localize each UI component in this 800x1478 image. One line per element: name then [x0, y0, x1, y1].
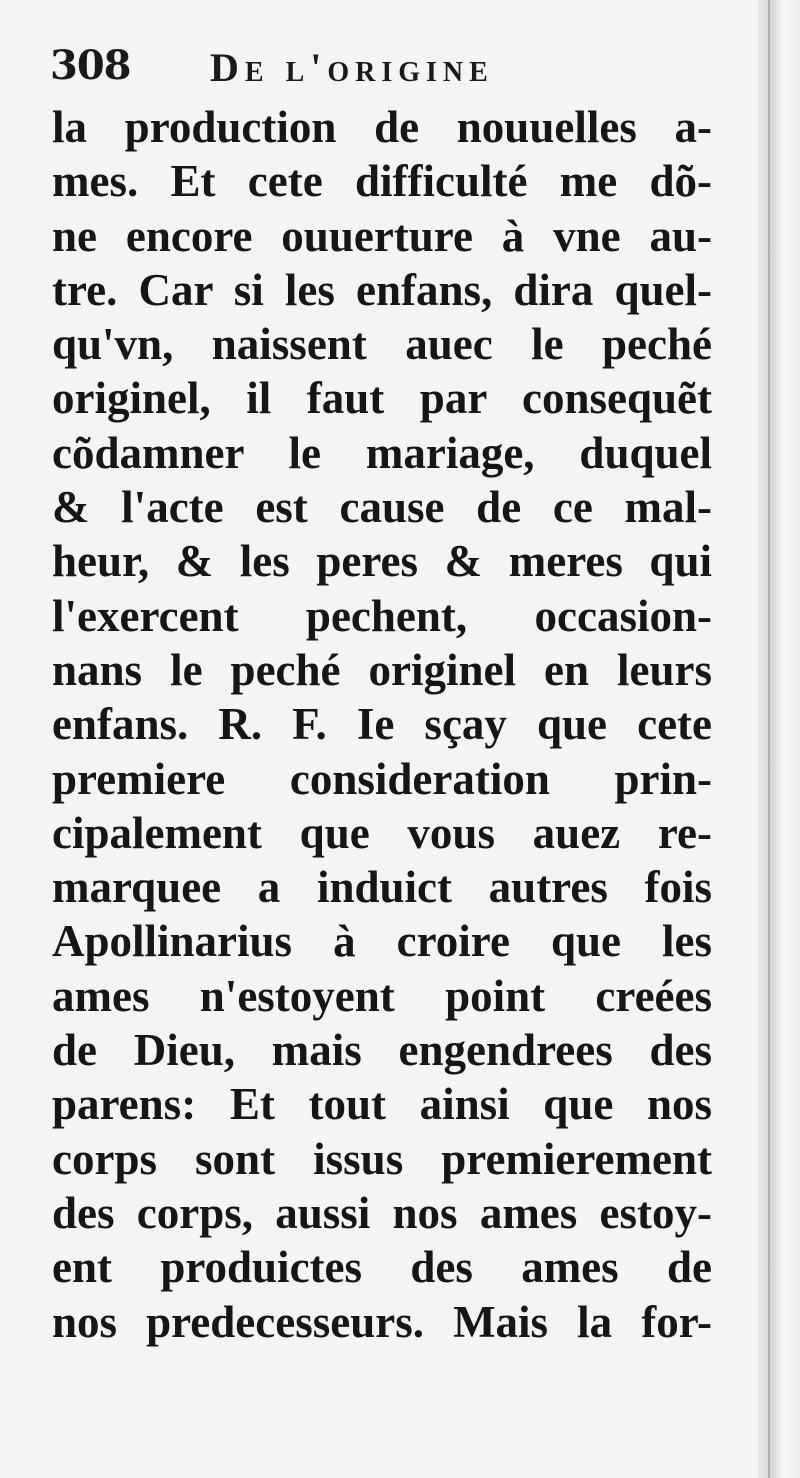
page-header [50, 42, 710, 102]
text-line: ne encore ouuerture à vne au- [52, 210, 712, 261]
text-line: de Dieu, mais engendrees des [52, 1025, 712, 1076]
text-line: parens: Et tout ainsi que nos [52, 1079, 712, 1130]
running-head: De l'origine [210, 45, 494, 90]
text-line: nos predecesseurs. Mais la for- [52, 1296, 712, 1347]
text-line: mes. Et cete difficulté me dõ- [52, 156, 712, 207]
text-line: cipalement que vous auez re- [52, 807, 712, 858]
text-line: Apollinarius à croire que les [52, 916, 712, 967]
page-number: 308 [50, 42, 131, 89]
text-line: heur, & les peres & meres qui [52, 536, 712, 587]
text-line: l'exercent pechent, occasion- [52, 590, 712, 641]
text-line: marquee a induict autres fois [52, 862, 712, 913]
text-line: ent produictes des ames de [52, 1242, 712, 1293]
text-line: & l'acte est cause de ce mal- [52, 482, 712, 533]
text-line: ames n'estoyent point creées [52, 970, 712, 1021]
text-line: enfans. R. F. Ie sçay que cete [52, 699, 712, 750]
page-edge [758, 0, 800, 1478]
body-text [52, 100, 712, 1349]
text-line: qu'vn, naissent auec le peché [52, 319, 712, 370]
text-line: corps sont issus premierement [52, 1133, 712, 1184]
text-line: premiere consideration prin- [52, 753, 712, 804]
text-line: la production de nouuelles a- [52, 102, 712, 152]
text-line: originel, il faut par consequẽt [52, 373, 712, 424]
text-line: nans le peché originel en leurs [52, 644, 712, 695]
text-line: des corps, aussi nos ames estoy- [52, 1187, 712, 1238]
text-line: tre. Car si les enfans, dira quel- [52, 264, 712, 315]
text-line: cõdamner le mariage, duquel [52, 427, 712, 478]
